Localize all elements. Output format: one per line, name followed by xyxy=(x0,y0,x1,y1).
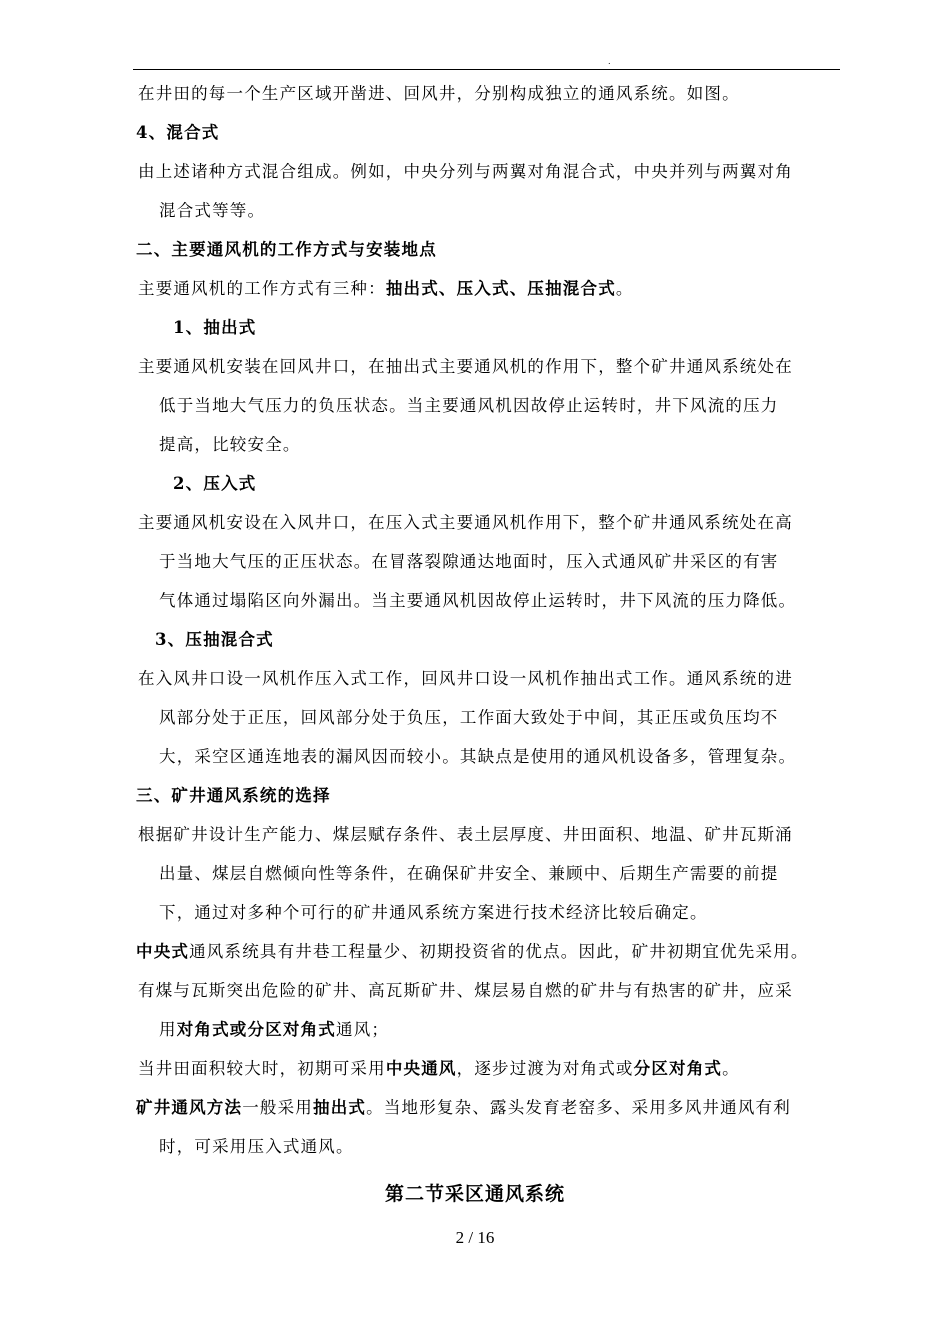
text-segment: 主要通风机的工作方式有三种： xyxy=(138,279,386,298)
text-line xyxy=(136,122,219,144)
section-title: 第二节采区通风系统 xyxy=(384,1183,565,1205)
bold-text-segment: 中央通风 xyxy=(385,1059,457,1078)
bold-text-segment: 3、压抽混合式 xyxy=(155,630,274,649)
text-segment: 提高，比较安全。 xyxy=(159,435,301,454)
text-line xyxy=(138,83,740,105)
text-segment: 根据矿井设计生产能力、煤层赋存条件、表土层厚度、井田面积、地温、矿井瓦斯涌 xyxy=(138,825,793,844)
text-segment: 低于当地大气压力的负压状态。当主要通风机因故停止运转时，井下风流的压力 xyxy=(159,396,779,415)
bold-text-segment: 三、矿井通风系统的选择 xyxy=(136,786,331,805)
text-line xyxy=(159,1019,389,1041)
text-line xyxy=(136,941,809,963)
text-line xyxy=(159,707,779,729)
bold-text-segment: 矿井通风方法 xyxy=(136,1098,243,1117)
text-segment: 一般采用 xyxy=(242,1098,314,1117)
text-segment: 。 xyxy=(722,1059,740,1078)
text-line xyxy=(159,434,301,456)
bold-text-segment: 中央式 xyxy=(136,942,190,961)
text-segment: 在入风井口设一风机作压入式工作，回风井口设一风机作抽出式工作。通风系统的进 xyxy=(138,669,793,688)
text-segment: ，逐步过渡为对角式或 xyxy=(456,1059,634,1078)
text-segment: 时，可采用压入式通风。 xyxy=(159,1137,354,1156)
text-line xyxy=(138,161,793,183)
text-line xyxy=(159,902,708,924)
text-line xyxy=(159,395,779,417)
text-segment: 用 xyxy=(159,1020,177,1039)
text-line xyxy=(138,1058,740,1080)
text-line xyxy=(159,551,779,573)
text-line xyxy=(136,239,437,261)
text-segment: 通风； xyxy=(336,1020,390,1039)
text-line xyxy=(155,629,274,651)
text-line xyxy=(159,746,796,768)
bold-text-segment: 分区对角式 xyxy=(633,1059,723,1078)
page-number: 2 / 16 xyxy=(455,1228,495,1247)
text-line xyxy=(159,590,796,612)
text-segment: 由上述诸种方式混合组成。例如，中央分列与两翼对角混合式，中央并列与两翼对角 xyxy=(138,162,793,181)
text-line xyxy=(138,668,793,690)
text-segment: 风部分处于正压，回风部分处于负压，工作面大致处于中间，其正压或负压均不 xyxy=(159,708,779,727)
text-segment: 混合式等等。 xyxy=(159,201,266,220)
text-line xyxy=(173,317,256,339)
text-segment: 气体通过塌陷区向外漏出。当主要通风机因故停止运转时，井下风流的压力降低。 xyxy=(159,591,797,610)
text-segment: 出量、煤层自燃倾向性等条件，在确保矿井安全、兼顾中、后期生产需要的前提 xyxy=(159,864,779,883)
text-segment: 通风系统具有井巷工程量少、初期投资省的优点。因此，矿井初期宜优先采用。 xyxy=(189,942,809,961)
header-rule xyxy=(133,69,840,70)
text-segment: 下，通过对多种个可行的矿井通风系统方案进行技术经济比较后确定。 xyxy=(159,903,708,922)
bold-text-segment: 二、主要通风机的工作方式与安装地点 xyxy=(136,240,437,259)
text-segment: 大，采空区通连地表的漏风因而较小。其缺点是使用的通风机设备多，管理复杂。 xyxy=(159,747,797,766)
text-segment: 有煤与瓦斯突出危险的矿井、高瓦斯矿井、煤层易自燃的矿井与有热害的矿井，应采 xyxy=(138,981,793,1000)
bold-text-segment: 1、抽出式 xyxy=(173,318,257,337)
text-line xyxy=(159,863,779,885)
text-line xyxy=(159,1136,354,1158)
bold-text-segment: 2、压入式 xyxy=(173,474,257,493)
text-segment: 主要通风机安设在入风井口，在压入式主要通风机作用下，整个矿井通风系统处在高 xyxy=(138,513,793,532)
text-line xyxy=(138,980,793,1002)
text-segment: 。 xyxy=(615,279,634,298)
bold-text-segment: 4、混合式 xyxy=(136,123,220,142)
text-segment: 。当地形复杂、露头发育老窑多、采用多风井通风有利 xyxy=(366,1098,791,1117)
bold-text-segment: 对角式或分区对角式 xyxy=(176,1020,337,1039)
bold-text-segment: 抽出式、压入式、压抽混合式 xyxy=(385,279,616,298)
text-line xyxy=(138,824,793,846)
text-line xyxy=(138,512,793,534)
text-line xyxy=(138,356,793,378)
text-segment: 主要通风机安装在回风井口，在抽出式主要通风机的作用下，整个矿井通风系统处在 xyxy=(138,357,793,376)
text-line xyxy=(159,200,265,222)
text-segment: 在井田的每一个生产区域开凿进、回风井，分别构成独立的通风系统。如图。 xyxy=(138,84,740,103)
text-segment: 于当地大气压的正压状态。在冒落裂隙通达地面时，压入式通风矿井采区的有害 xyxy=(159,552,779,571)
text-line xyxy=(136,1097,791,1119)
bold-text-segment: 抽出式 xyxy=(313,1098,367,1117)
text-line xyxy=(138,278,634,300)
header-dot: . xyxy=(608,57,611,66)
text-segment: 当井田面积较大时，初期可采用 xyxy=(138,1059,386,1078)
text-line xyxy=(173,473,256,495)
text-line xyxy=(136,785,331,807)
